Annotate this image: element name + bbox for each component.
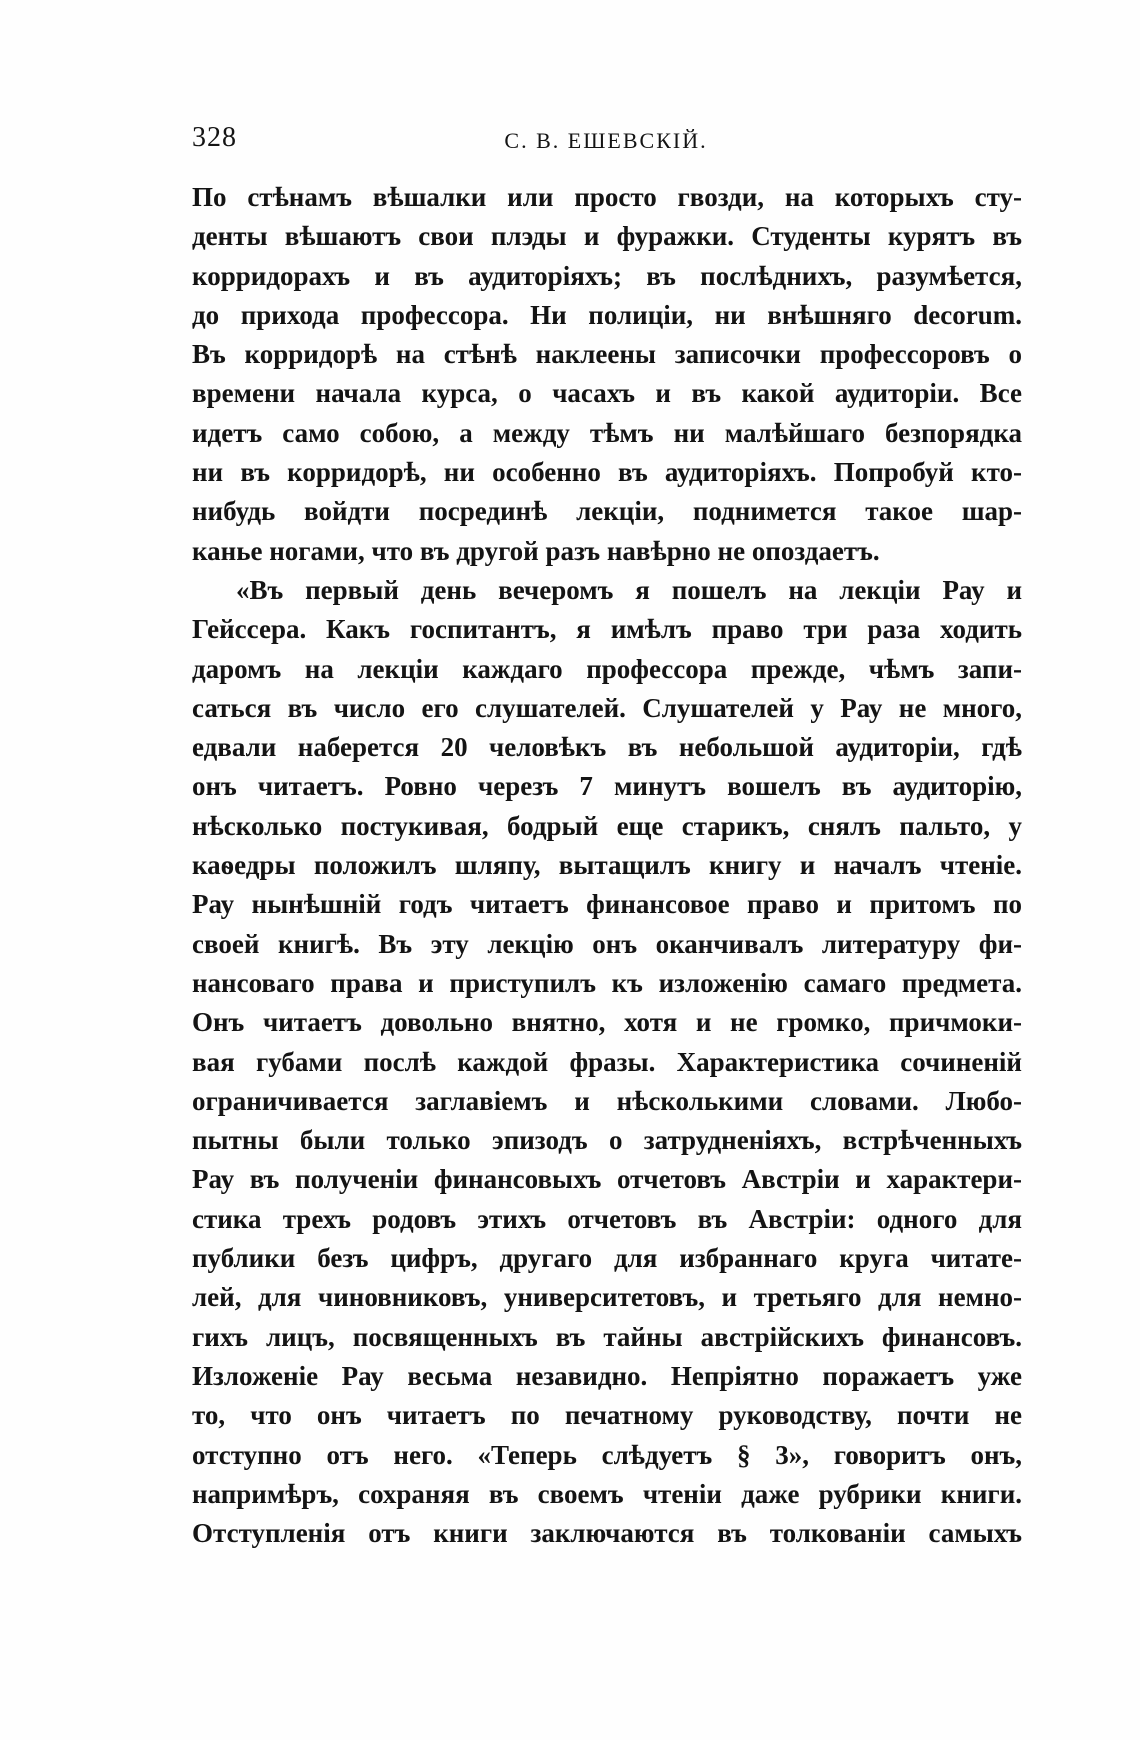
text-line: Рау въ полученіи финансовыхъ отчетовъ Австріи и характери- <box>192 1164 1022 1195</box>
text-line: времени начала курса, о часахъ и въ какой аудиторіи. Все <box>192 378 1022 409</box>
text-line: Отступленія отъ книги заключаются въ толкованіи самыхъ <box>192 1518 1022 1549</box>
text-line: Рау нынѣшній годъ читаетъ финансовое право и притомъ по <box>192 889 1022 920</box>
text-line: денты вѣшаютъ свои плэды и фуражки. Студенты курятъ въ <box>192 221 1022 252</box>
text-line: Гейссера. Какъ госпитантъ, я имѣлъ право три раза ходить <box>192 614 1022 645</box>
text-line: лей, для чиновниковъ, университетовъ, и третьяго для немно- <box>192 1282 1022 1313</box>
text-line: корридорахъ и въ аудиторіяхъ; въ послѣднихъ, разумѣется, <box>192 260 1022 291</box>
text-line: Въ корридорѣ на стѣнѣ наклеены записочки профессоровъ о <box>192 339 1022 370</box>
text-line: нансоваго права и приступилъ къ изложенію самаго предмета. <box>192 967 1022 998</box>
text-line: до прихода профессора. Ни полиціи, ни внѣшняго decorum. <box>192 299 1022 330</box>
text-line: нѣсколько постукивая, бодрый еще старикъ, снялъ пальто, у <box>192 810 1022 841</box>
text-line: отступно отъ него. «Теперь слѣдуетъ § 3», говоритъ онъ, <box>192 1439 1022 1470</box>
text-line: Онъ читаетъ довольно внятно, хотя и не громко, причмоки- <box>192 1007 1022 1038</box>
text-line: напримѣръ, сохраняя въ своемъ чтеніи даже рубрики книги. <box>192 1478 1022 1509</box>
text-line: саться въ число его слушателей. Слушателей у Рау не много, <box>192 692 1022 723</box>
text-line: едвали наберется 20 человѣкъ въ небольшой аудиторіи, гдѣ <box>192 732 1022 763</box>
running-head-author: С. В. ЕШЕВСКІЙ. <box>504 128 708 153</box>
text-line: канье ногами, что въ другой разъ навѣрно не опоздаетъ. <box>192 535 880 566</box>
text-line: гихъ лицъ, посвященныхъ въ тайны австрійскихъ финансовъ. <box>192 1321 1022 1352</box>
text-line: вая губами послѣ каждой фразы. Характеристика сочиненій <box>192 1046 1022 1077</box>
text-line: пытны были только эпизодъ о затрудненіяхъ, встрѣченныхъ <box>192 1125 1022 1156</box>
text-line: то, что онъ читаетъ по печатному руководству, почти не <box>192 1400 1022 1431</box>
text-line: идетъ само собою, а между тѣмъ ни малѣйшаго безпорядка <box>192 417 1022 448</box>
text-line: стика трехъ родовъ этихъ отчетовъ въ Австріи: одного для <box>192 1203 1022 1234</box>
body-text <box>192 178 1022 1553</box>
text-line: даромъ на лекціи каждаго профессора прежде, чѣмъ запи- <box>192 653 1022 684</box>
text-line: каѳедры положилъ шляпу, вытащилъ книгу и началъ чтеніе. <box>192 850 1022 881</box>
text-line: Изложеніе Рау весьма незавидно. Непріятно поражаетъ уже <box>192 1360 1022 1391</box>
text-line: своей книгѣ. Въ эту лекцію онъ оканчивалъ литературу фи- <box>192 928 1022 959</box>
text-line: онъ читаетъ. Ровно черезъ 7 минутъ вошелъ въ аудиторію, <box>192 771 1022 802</box>
page-number: 328 <box>192 122 237 153</box>
text-line: ограничивается заглавіемъ и нѣсколькими словами. Любо- <box>192 1085 1022 1116</box>
text-line: По стѣнамъ вѣшалки или просто гвозди, на которыхъ сту- <box>192 182 1022 212</box>
running-head <box>192 122 1020 162</box>
text-line: публики безъ цифръ, другаго для избраннаго круга читате- <box>192 1243 1022 1274</box>
paragraph-start-line: «Въ первый день вечеромъ я пошелъ на лекціи Рау и <box>236 574 1022 605</box>
text-line: ни въ корридорѣ, ни особенно въ аудиторіяхъ. Попробуй кто- <box>192 457 1022 488</box>
text-line: нибудь войдти посрединѣ лекціи, поднимется такое шар- <box>192 496 1022 527</box>
